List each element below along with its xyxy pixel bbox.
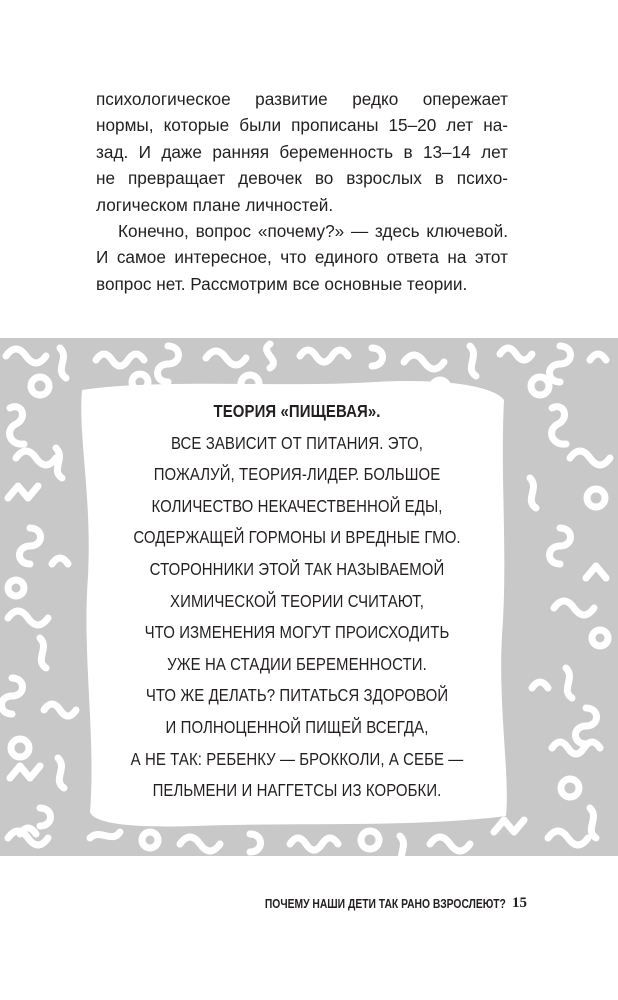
callout-card bbox=[74, 376, 520, 832]
callout-line: И ПОЛНОЦЕННОЙ ПИЩЕЙ ВСЕГДА, bbox=[165, 716, 429, 737]
callout-line: ВСЕ ЗАВИСИТ ОТ ПИТАНИЯ. ЭТО, bbox=[170, 432, 424, 453]
page-number: 15 bbox=[512, 895, 527, 911]
body-line: зад. И даже ранняя беременность в 13–14 лет bbox=[96, 141, 508, 162]
callout-line: ХИМИЧЕСКОЙ ТЕОРИИ СЧИТАЮТ, bbox=[170, 590, 424, 611]
callout-line: ЧТО ИЗМЕНЕНИЯ МОГУТ ПРОИСХОДИТЬ bbox=[144, 622, 450, 643]
body-line: психологическое развитие редко опережает bbox=[96, 89, 508, 109]
callout-line: СТОРОННИКИ ЭТОЙ ТАК НАЗЫВАЕМОЙ bbox=[149, 558, 445, 579]
body-line: нормы, которые были прописаны 15–20 лет на- bbox=[96, 115, 508, 136]
callout-line: А НЕ ТАК: РЕБЕНКУ — БРОККОЛИ, А СЕБЕ — bbox=[130, 748, 464, 769]
callout-text bbox=[114, 396, 480, 807]
body-line: Конечно, вопрос «почему?» — здесь ключевой. bbox=[118, 221, 508, 242]
callout-line: ЧТО ЖЕ ДЕЛАТЬ? ПИТАТЬСЯ ЗДОРОВОЙ bbox=[145, 685, 449, 706]
body-line: логическом плане личностей. bbox=[96, 194, 334, 215]
callout-line: УЖЕ НА СТАДИИ БЕРЕМЕННОСТИ. bbox=[167, 653, 427, 674]
body-line: не превращает девочек во взрослых в психо- bbox=[96, 168, 508, 189]
callout-line: СОДЕРЖАЩЕЙ ГОРМОНЫ И ВРЕДНЫЕ ГМО. bbox=[133, 527, 461, 548]
callout-line: ПЕЛЬМЕНИ И НАГГЕТСЫ ИЗ КОРОБКИ. bbox=[152, 780, 442, 801]
callout-line: ПОЖАЛУЙ, ТЕОРИЯ-ЛИДЕР. БОЛЬШОЕ bbox=[153, 464, 441, 485]
body-text bbox=[96, 86, 508, 297]
running-title: ПОЧЕМУ НАШИ ДЕТИ ТАК РАНО ВЗРОСЛЕЮТ? bbox=[265, 897, 506, 911]
body-line: вопрос нет. Рассмотрим все основные теории. bbox=[96, 273, 468, 294]
callout-heading: ТЕОРИЯ «ПИЩЕВАЯ». bbox=[213, 401, 381, 421]
body-line: И самое интересное, что единого ответа на этот bbox=[96, 247, 508, 268]
callout-line: КОЛИЧЕСТВО НЕКАЧЕСТВЕННОЙ ЕДЫ, bbox=[151, 495, 443, 516]
